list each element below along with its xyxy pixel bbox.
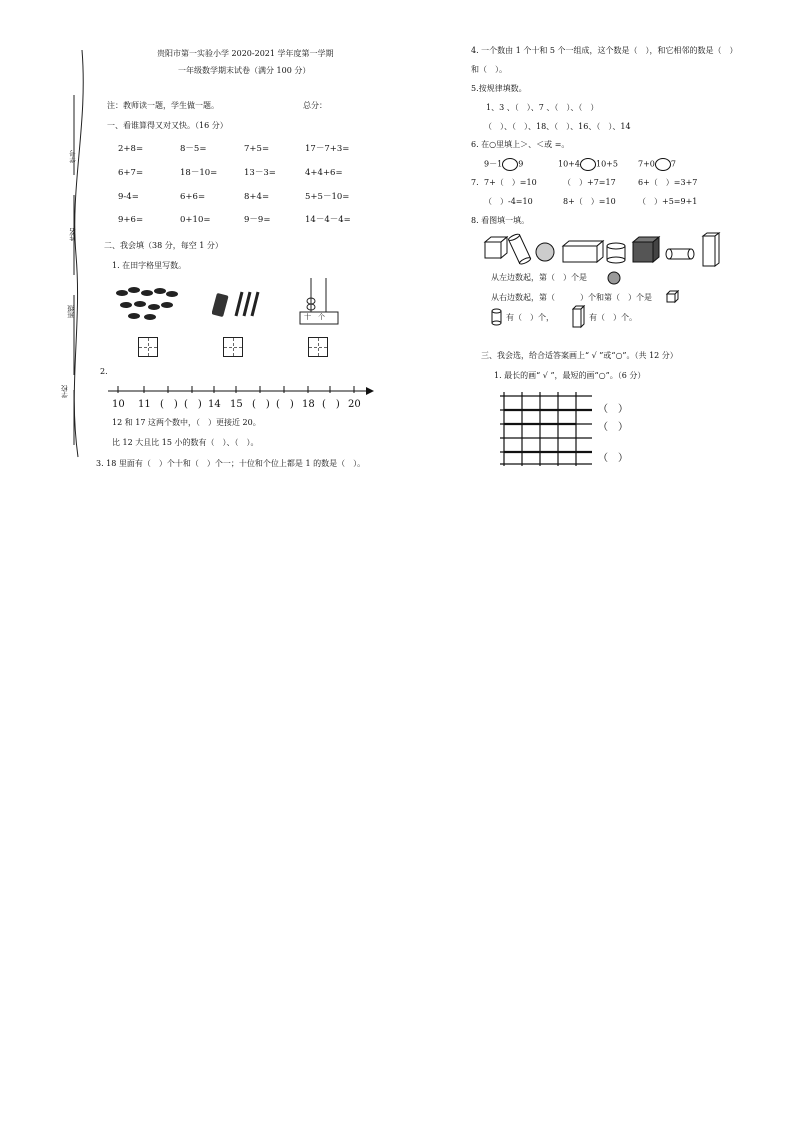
problem: 17－7+3= (305, 144, 350, 154)
compare-right: 10+5 (595, 159, 618, 169)
cylinder-icon (508, 233, 532, 265)
tall-cuboid-icon (703, 233, 719, 266)
answer-bracket[interactable]: （ ） (598, 453, 628, 464)
lying-cylinder-icon (666, 249, 694, 259)
school-title: 贵阳市第一实验小学 2020-2021 学年度第一学期 (157, 49, 334, 58)
tick-label: 18 (302, 399, 315, 410)
problem: 6+6= (180, 192, 206, 202)
sticks-picture (212, 290, 262, 320)
blank-tick[interactable]: ( ) (184, 399, 202, 410)
fill-equation: 8+（ ）=10 (563, 197, 616, 206)
q2-b: 比 12 大且比 15 小的数有（ ）、（ ）。 (112, 438, 259, 447)
cube-icon (485, 237, 507, 258)
margin-label-id: 学号 (69, 150, 77, 163)
problem: 9+6= (118, 215, 144, 225)
margin-label-name: 姓名 (69, 228, 77, 241)
exam-title: 一年级数学期末试卷（满分 100 分） (178, 66, 311, 75)
answer-bracket[interactable]: （ ） (598, 404, 628, 415)
abacus-label: 十 个 (304, 313, 325, 321)
instruction-note: 注：教师读一题，学生做一题。 (107, 101, 219, 110)
dark-cube-icon (633, 237, 659, 262)
q4-b: 和（ ）。 (471, 65, 507, 74)
q4-a: 4. 一个数由 1 个十和 5 个一组成，这个数是（ ），和它相邻的数是（ ） (471, 46, 738, 55)
blank-tick[interactable]: ( ) (276, 399, 294, 410)
answer-circle[interactable] (502, 158, 518, 171)
problem: 6+7= (118, 168, 144, 178)
margin-label-class: 班级 (67, 305, 75, 318)
compare-1 (484, 158, 523, 171)
q7-label: 7. (471, 178, 479, 187)
compare-right: 7 (670, 159, 676, 169)
q5-a: 1、3 、（ ）、7 、（ ）、（ ） (486, 103, 599, 112)
problem: 9－9= (244, 215, 271, 225)
problem: 7+5= (244, 144, 270, 154)
q8-b2: ）个和第（ ）个是 (580, 293, 652, 302)
q1-text: 1. 在田字格里写数。 (112, 261, 187, 270)
q8-c1: 有（ ）个， (506, 313, 554, 322)
problem: 8+4= (244, 192, 270, 202)
sphere-icon (536, 243, 554, 261)
section2-title: 二、我会填（38 分，每空 1 分） (104, 241, 223, 250)
problem: 2+8= (118, 144, 144, 154)
binding-line (52, 45, 92, 465)
section3-title: 三、我会选，给合适答案画上“ √ ”或“○”。（共 12 分） (481, 351, 678, 360)
blank-tick[interactable]: ( ) (160, 399, 178, 410)
blank-tick[interactable]: ( ) (252, 399, 270, 410)
q8-c2: 有（ ）个。 (589, 313, 637, 322)
fill-equation: （ ）-4=10 (484, 197, 533, 206)
fill-equation: 6+（ ）=3+7 (638, 178, 698, 187)
fill-equation: （ ）+7=17 (563, 178, 616, 187)
total-score: 总分： (303, 101, 327, 110)
problem: 4+4+6= (305, 168, 343, 178)
blank-tick[interactable]: ( ) (322, 399, 340, 410)
answer-circle[interactable] (655, 158, 671, 171)
short-cylinder-icon (607, 243, 625, 263)
q8-a: 从左边数起，第（ ）个是 (491, 273, 587, 282)
tick-label: 11 (138, 399, 151, 410)
q8-b1: 从右边数起，第（ (491, 293, 555, 302)
q5-title: 5.按规律填数。 (471, 84, 527, 93)
answer-bracket[interactable]: （ ） (598, 422, 628, 433)
tick-label: 20 (348, 399, 361, 410)
problem: 8－5= (180, 144, 207, 154)
compare-left: 9－1 (484, 159, 503, 169)
answer-circle[interactable] (580, 158, 596, 171)
margin-label-school: 学校 (61, 385, 69, 398)
tall-cuboid-icon (572, 305, 586, 329)
compare-right: 9 (518, 159, 524, 169)
solid-shapes-row (483, 232, 723, 268)
problem: 18－10= (180, 168, 218, 178)
number-line (104, 384, 379, 398)
cuboid-icon (563, 241, 603, 262)
compare-left: 7+0 (638, 159, 655, 169)
compare-2 (558, 158, 618, 171)
fill-equation: （ ）+5=9+1 (638, 197, 698, 206)
grid-lines-figure (496, 388, 596, 468)
problem: 13－3= (244, 168, 276, 178)
problem: 14－4－4= (305, 215, 351, 225)
section1-title: 一、看谁算得又对又快。（16 分） (107, 121, 228, 130)
q2-label: 2. (100, 367, 108, 376)
q2-a: 12 和 17 这两个数中，（ ）更接近 20。 (112, 418, 261, 427)
tick-label: 15 (230, 399, 243, 410)
fill-equation: 7+（ ）=10 (484, 178, 537, 187)
writing-grid-box[interactable] (138, 337, 158, 357)
cube-icon (666, 290, 680, 304)
compare-left: 10+4 (558, 159, 580, 169)
problem: 0+10= (180, 215, 211, 225)
cylinder-icon (491, 308, 503, 326)
sphere-icon (606, 270, 622, 286)
section3-q1: 1. 最长的画“ √ ”，最短的画“○”。（6 分） (494, 371, 646, 380)
problem: 5+5－10= (305, 192, 350, 202)
writing-grid-box[interactable] (223, 337, 243, 357)
q5-b: （ ）、（ ）、18、（ ）、16、（ ）、14 (484, 122, 631, 131)
tick-label: 10 (112, 399, 125, 410)
q3-text: 3. 18 里面有（ ）个十和（ ）个一；十位和个位上都是 1 的数是（ ）。 (96, 459, 366, 468)
q6-title: 6. 在○里填上＞、＜或 =。 (471, 140, 570, 149)
problem: 9-4= (118, 192, 139, 202)
q8-title: 8. 看图填一填。 (471, 216, 530, 225)
writing-grid-box[interactable] (308, 337, 328, 357)
compare-3 (638, 158, 676, 171)
birds-picture (112, 283, 182, 325)
tick-label: 14 (208, 399, 221, 410)
